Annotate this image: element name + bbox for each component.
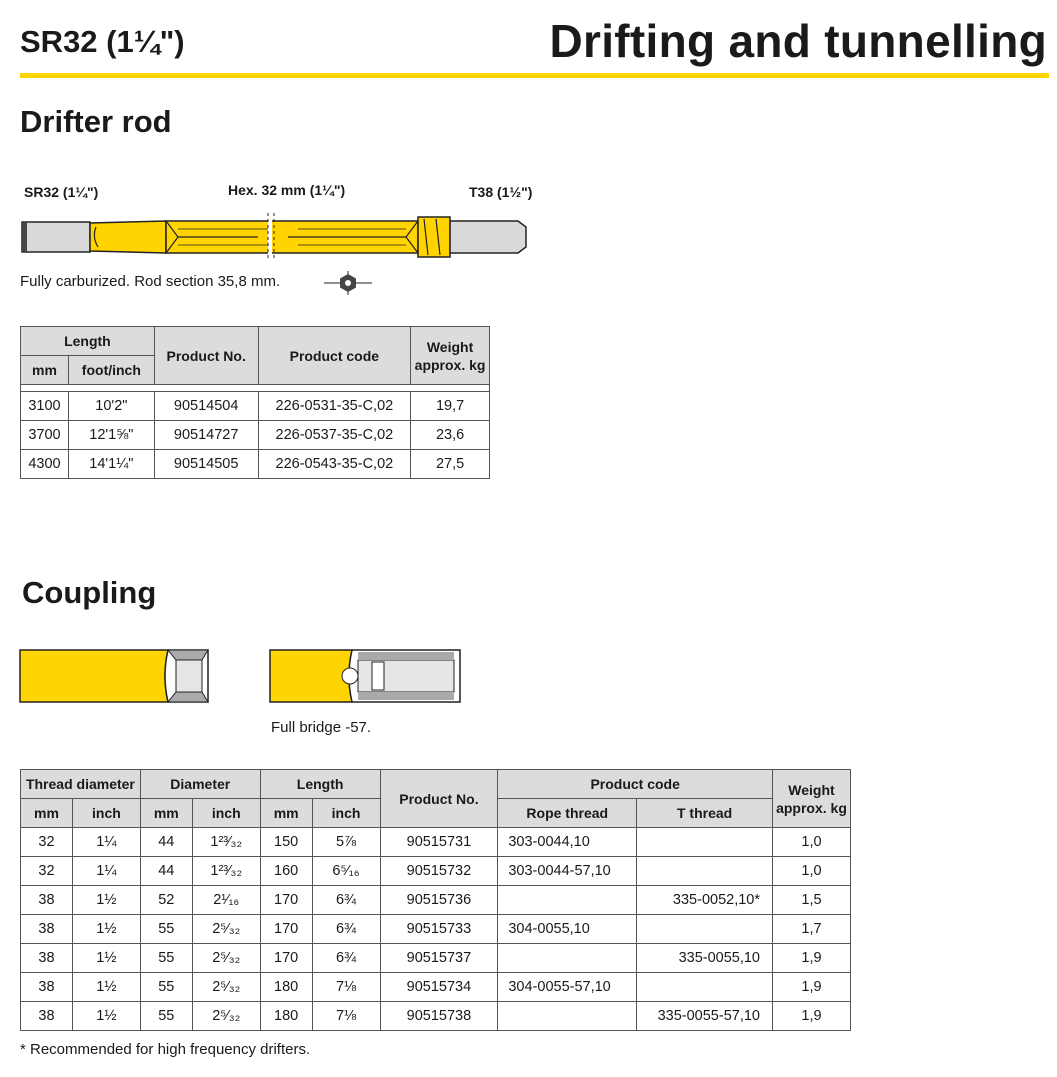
diameter-inch-cell: 2¹⁄₁₆ xyxy=(192,886,260,915)
page-title: Drifting and tunnelling xyxy=(549,15,1047,67)
foot-cell: 10'2" xyxy=(68,392,154,421)
length-mm-cell: 180 xyxy=(260,1002,312,1031)
weight-cell: 1,0 xyxy=(773,828,851,857)
length-inch-header: inch xyxy=(312,799,380,828)
length-mm-cell: 170 xyxy=(260,944,312,973)
diameter-mm-cell: 55 xyxy=(140,973,192,1002)
length-mm-cell: 170 xyxy=(260,886,312,915)
diameter-mm-cell: 52 xyxy=(140,886,192,915)
table-row xyxy=(21,915,851,944)
foot-cell: 12'1⅝" xyxy=(68,421,154,450)
weight-cell: 1,9 xyxy=(773,1002,851,1031)
thread-mm-cell: 38 xyxy=(21,1002,73,1031)
thread-diameter-group-header: Thread diameter xyxy=(21,770,141,799)
diameter-mm-cell: 55 xyxy=(140,915,192,944)
length-group-header: Length xyxy=(260,770,380,799)
foot-cell: 14'1¼" xyxy=(68,450,154,479)
t-thread-cell: 335-0055-57,10 xyxy=(637,1002,773,1031)
rod-left-thread-label: SR32 (1¼") xyxy=(24,184,99,200)
table-row xyxy=(21,886,851,915)
length-inch-cell: 6⁵⁄₁₆ xyxy=(312,857,380,886)
t-thread-cell: 335-0052,10* xyxy=(637,886,773,915)
length-group-header: Length xyxy=(21,327,155,356)
table-row xyxy=(21,944,851,973)
thread-inch-header: inch xyxy=(72,799,140,828)
product-no-cell: 90515731 xyxy=(380,828,498,857)
rope-thread-header: Rope thread xyxy=(498,799,637,828)
drifter-rod-heading: Drifter rod xyxy=(20,104,172,139)
diameter-group-header: Diameter xyxy=(140,770,260,799)
weight-header: Weight approx. kg xyxy=(411,327,490,385)
length-inch-cell: 6¾ xyxy=(312,944,380,973)
diameter-mm-header: mm xyxy=(140,799,192,828)
length-mm-cell: 170 xyxy=(260,915,312,944)
rope-thread-cell: 303-0044-57,10 xyxy=(498,857,637,886)
product-no-cell: 90515732 xyxy=(380,857,498,886)
weight-cell: 23,6 xyxy=(411,421,490,450)
length-inch-cell: 7⅛ xyxy=(312,1002,380,1031)
weight-cell: 1,7 xyxy=(773,915,851,944)
diameter-inch-header: inch xyxy=(192,799,260,828)
product-no-header: Product No. xyxy=(380,770,498,828)
diameter-inch-cell: 1²³⁄₃₂ xyxy=(192,828,260,857)
mm-cell: 4300 xyxy=(21,450,69,479)
t-thread-cell: 335-0055,10 xyxy=(637,944,773,973)
table-row xyxy=(21,450,490,479)
rope-thread-cell xyxy=(498,886,637,915)
t-thread-cell xyxy=(637,973,773,1002)
thread-inch-cell: 1½ xyxy=(72,915,140,944)
thread-inch-cell: 1¼ xyxy=(72,828,140,857)
diameter-mm-cell: 44 xyxy=(140,828,192,857)
length-inch-cell: 7⅛ xyxy=(312,973,380,1002)
product-no-cell: 90514504 xyxy=(154,392,258,421)
diameter-inch-cell: 1²³⁄₃₂ xyxy=(192,857,260,886)
weight-header: Weight approx. kg xyxy=(773,770,851,828)
t-thread-cell xyxy=(637,857,773,886)
thread-inch-cell: 1½ xyxy=(72,944,140,973)
product-no-cell: 90514505 xyxy=(154,450,258,479)
hex-section-icon xyxy=(322,269,374,297)
rod-right-thread-label: T38 (1½") xyxy=(469,184,533,200)
rope-thread-cell xyxy=(498,1002,637,1031)
rope-thread-cell: 304-0055,10 xyxy=(498,915,637,944)
thread-mm-cell: 32 xyxy=(21,857,73,886)
thread-mm-cell: 32 xyxy=(21,828,73,857)
product-no-cell: 90515734 xyxy=(380,973,498,1002)
weight-cell: 1,0 xyxy=(773,857,851,886)
table-row xyxy=(21,1002,851,1031)
thread-mm-cell: 38 xyxy=(21,915,73,944)
coupling-drawing-full-bridge xyxy=(268,648,464,708)
t-thread-cell xyxy=(637,915,773,944)
product-no-cell: 90515737 xyxy=(380,944,498,973)
header-rule xyxy=(20,73,1049,78)
length-inch-cell: 5⅞ xyxy=(312,828,380,857)
coupling-drawing-rope xyxy=(18,648,212,708)
series-title: SR32 (1¼") xyxy=(20,24,185,59)
product-code-cell: 226-0531-35-C,02 xyxy=(258,392,411,421)
length-mm-cell: 150 xyxy=(260,828,312,857)
thread-mm-cell: 38 xyxy=(21,886,73,915)
spacer-row xyxy=(21,385,490,392)
length-mm-header: mm xyxy=(260,799,312,828)
product-no-cell: 90515738 xyxy=(380,1002,498,1031)
product-no-cell: 90515733 xyxy=(380,915,498,944)
weight-cell: 1,9 xyxy=(773,973,851,1002)
foot-inch-header: foot/inch xyxy=(68,356,154,385)
product-code-header: Product code xyxy=(258,327,411,385)
rope-thread-cell: 304-0055-57,10 xyxy=(498,973,637,1002)
mm-cell: 3700 xyxy=(21,421,69,450)
product-code-cell: 226-0537-35-C,02 xyxy=(258,421,411,450)
rod-note: Fully carburized. Rod section 35,8 mm. xyxy=(20,273,281,290)
table-row xyxy=(21,857,851,886)
thread-mm-cell: 38 xyxy=(21,944,73,973)
thread-inch-cell: 1½ xyxy=(72,886,140,915)
thread-inch-cell: 1¼ xyxy=(72,857,140,886)
product-no-cell: 90514727 xyxy=(154,421,258,450)
length-mm-cell: 160 xyxy=(260,857,312,886)
mm-header: mm xyxy=(21,356,69,385)
diameter-mm-cell: 55 xyxy=(140,1002,192,1031)
rope-thread-cell xyxy=(498,944,637,973)
product-no-header: Product No. xyxy=(154,327,258,385)
t-thread-cell xyxy=(637,828,773,857)
table-row xyxy=(21,973,851,1002)
diameter-inch-cell: 2⁵⁄₃₂ xyxy=(192,944,260,973)
diameter-inch-cell: 2⁵⁄₃₂ xyxy=(192,915,260,944)
diameter-inch-cell: 2⁵⁄₃₂ xyxy=(192,973,260,1002)
coupling-table xyxy=(20,769,851,1031)
length-mm-cell: 180 xyxy=(260,973,312,1002)
thread-mm-header: mm xyxy=(21,799,73,828)
drifter-rod-table xyxy=(20,326,490,479)
product-no-cell: 90515736 xyxy=(380,886,498,915)
thread-inch-cell: 1½ xyxy=(72,973,140,1002)
t-thread-header: T thread xyxy=(637,799,773,828)
rope-thread-cell: 303-0044,10 xyxy=(498,828,637,857)
coupling-heading: Coupling xyxy=(22,575,157,610)
table-row xyxy=(21,421,490,450)
length-inch-cell: 6¾ xyxy=(312,915,380,944)
thread-mm-cell: 38 xyxy=(21,973,73,1002)
full-bridge-note: Full bridge -57. xyxy=(271,719,372,736)
table-row xyxy=(21,828,851,857)
product-code-cell: 226-0543-35-C,02 xyxy=(258,450,411,479)
weight-cell: 1,9 xyxy=(773,944,851,973)
footnote: * Recommended for high frequency drifters. xyxy=(20,1041,311,1058)
table-row xyxy=(21,392,490,421)
rod-hex-label: Hex. 32 mm (1¼") xyxy=(228,182,346,198)
diameter-mm-cell: 55 xyxy=(140,944,192,973)
drifter-rod-drawing xyxy=(18,205,533,265)
mm-cell: 3100 xyxy=(21,392,69,421)
length-inch-cell: 6¾ xyxy=(312,886,380,915)
thread-inch-cell: 1½ xyxy=(72,1002,140,1031)
diameter-inch-cell: 2⁵⁄₃₂ xyxy=(192,1002,260,1031)
weight-cell: 27,5 xyxy=(411,450,490,479)
weight-cell: 19,7 xyxy=(411,392,490,421)
diameter-mm-cell: 44 xyxy=(140,857,192,886)
weight-cell: 1,5 xyxy=(773,886,851,915)
product-code-group-header: Product code xyxy=(498,770,773,799)
